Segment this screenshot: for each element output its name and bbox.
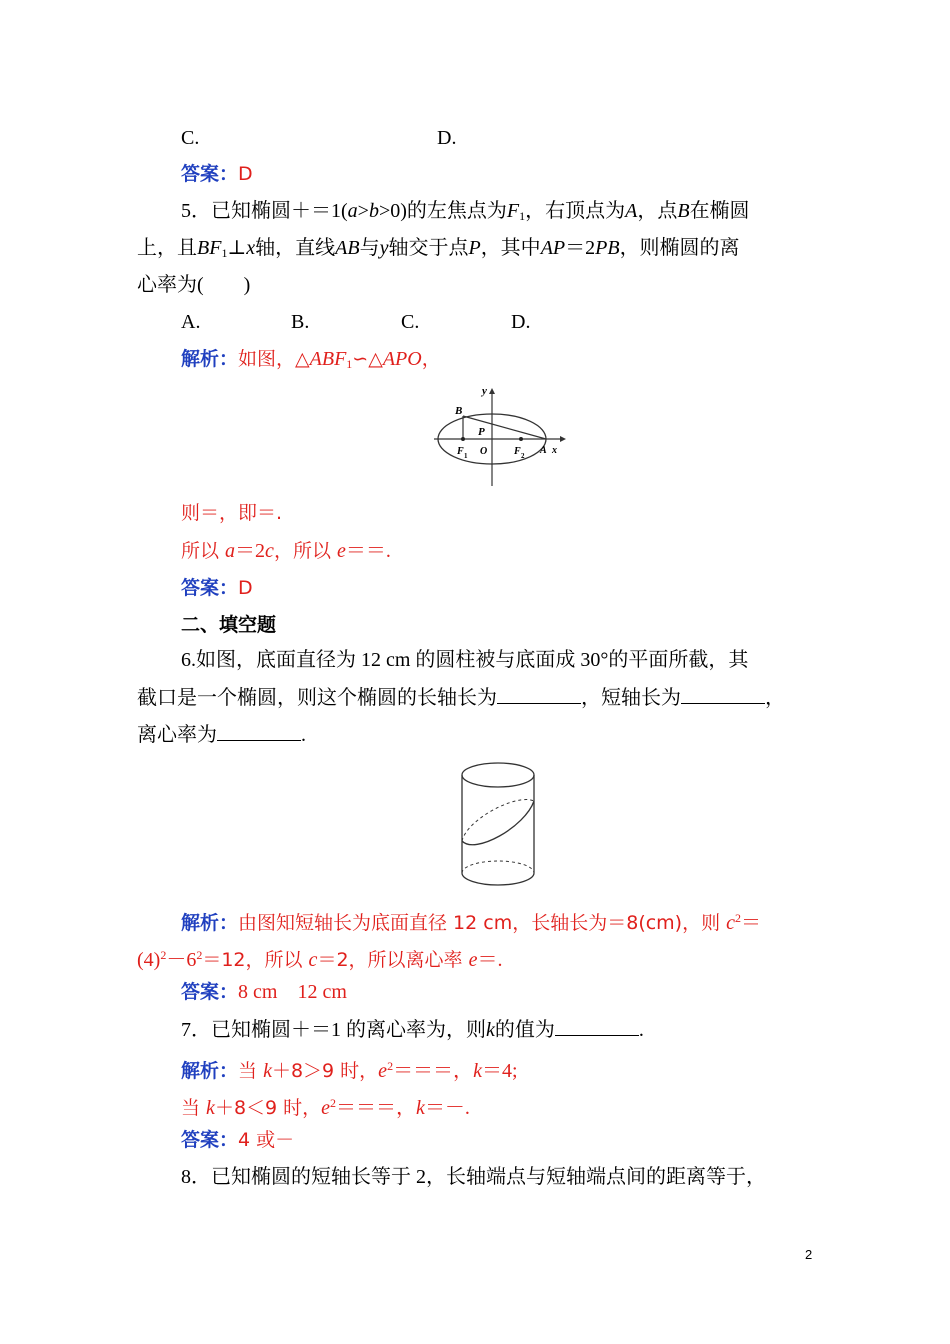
label-o: O (480, 446, 488, 457)
text: ＋8＞9 时， (271, 1060, 379, 1082)
var-apo: APO (382, 348, 422, 370)
q6-line3 (137, 720, 306, 749)
q5-line3: 心率为( ) (137, 274, 251, 296)
answer-label: 答案： (181, 981, 239, 1003)
text: 与 (359, 237, 380, 259)
var-y: y (379, 237, 389, 259)
var-b-point: B (677, 200, 690, 222)
q6-analysis-line1 (181, 904, 761, 937)
label-f1-sub: 1 (464, 452, 468, 460)
superscript: 2 (735, 911, 742, 925)
var-f: F (506, 200, 520, 222)
subscript: 1 (519, 209, 526, 223)
question-number: 7． (181, 1019, 211, 1041)
var-e: e (378, 1060, 388, 1082)
text: ，短轴长为 (581, 687, 681, 709)
q6-line2 (137, 683, 785, 712)
label-a: A (540, 445, 547, 456)
label-f2: F (514, 446, 521, 457)
var-c: c (726, 912, 736, 934)
var-a-point: A (625, 200, 638, 222)
text: 截口是一个椭圆，则这个椭圆的长轴长为 (137, 687, 497, 709)
answer-blank (555, 1015, 639, 1036)
var-ap: AP (540, 237, 566, 259)
var-e: e (336, 540, 346, 562)
label-x: x (552, 445, 557, 456)
text: ，则椭圆的离 (619, 237, 740, 259)
text: ＝2 (565, 237, 596, 259)
q5-option-a: A. (181, 311, 201, 333)
text: 已知椭圆＋＝1( (211, 200, 348, 222)
text: ， (765, 687, 785, 709)
text: 由图知短轴长为底面直径 12 cm，长轴长为＝8(cm)，则 (238, 912, 727, 934)
page-number: 2 (805, 1247, 813, 1262)
q5-option-d: D. (511, 311, 531, 333)
subscript: 1 (221, 246, 228, 260)
q7-question (181, 1015, 644, 1044)
text: . (638, 1019, 644, 1041)
text: 所以 (181, 540, 226, 562)
var-b: b (368, 200, 379, 222)
superscript: 2 (160, 948, 167, 962)
text: 轴，直线 (255, 237, 336, 259)
q5-so-line (181, 537, 391, 565)
var-ab: AB (335, 237, 360, 259)
var-c: c (265, 540, 274, 562)
text: ⊥ (227, 237, 247, 259)
text: ，所以 (273, 540, 337, 562)
var-p: P (468, 237, 481, 259)
section-title: 二、填空题 (181, 614, 277, 636)
text: ＋8＜9 时， (214, 1097, 322, 1119)
var-k: k (416, 1097, 425, 1119)
q8-question: 8．已知椭圆的短轴长等于 2，长轴端点与短轴端点间的距离等于， (181, 1166, 766, 1188)
q5-then-line: 则＝，即＝. (181, 502, 283, 524)
var-e: e (468, 949, 478, 971)
text: ， (421, 348, 441, 370)
label-f1: F (457, 446, 464, 457)
text: ＝＝. (345, 540, 391, 562)
text: ，点 (637, 200, 678, 222)
label-f2-sub: 2 (521, 452, 525, 460)
answer-value: D (238, 577, 253, 599)
text: －6 (166, 949, 197, 971)
label-p: P (478, 426, 485, 438)
q6-line1: 6.如图，底面直径为 12 cm 的圆柱被与底面成 30°的平面所截，其 (181, 649, 749, 671)
q7-analysis-line2 (181, 1089, 470, 1122)
var-k: k (206, 1097, 215, 1119)
q5-answer (181, 574, 253, 602)
var-a: a (347, 200, 358, 222)
subscript: 1 (346, 357, 353, 371)
text: > (357, 200, 369, 222)
answer-value: 4 或－ (238, 1129, 295, 1151)
superscript: 2 (387, 1059, 394, 1073)
text: ＝2，所以离心率 (317, 949, 469, 971)
text: ＝＝＝， (393, 1060, 474, 1082)
analysis-label: 解析： (181, 1060, 239, 1082)
label-b: B (455, 405, 463, 417)
text: ＝ (741, 912, 762, 934)
question-number: 5． (181, 200, 211, 222)
q5-line1 (181, 197, 750, 230)
text: 上，且 (137, 237, 197, 259)
text: ，右顶点为 (525, 200, 626, 222)
var-e: e (321, 1097, 331, 1119)
text: 离心率为 (137, 724, 217, 746)
answer-value: 8 cm 12 cm (238, 981, 347, 1003)
text: ＝－. (424, 1097, 470, 1119)
label-y: y (482, 385, 487, 397)
text: ＝＝＝， (336, 1097, 417, 1119)
superscript: 2 (196, 948, 203, 962)
text: ，其中 (480, 237, 541, 259)
cylinder-figure (455, 757, 545, 892)
answer-value: D (238, 163, 253, 185)
text: ＝12，所以 (202, 949, 309, 971)
q5-analysis (181, 345, 441, 378)
text: ＝. (477, 949, 503, 971)
text: 如图，△ (238, 348, 310, 370)
q5-option-b: B. (291, 311, 310, 333)
text: 轴交于点 (388, 237, 469, 259)
analysis-label: 解析： (181, 348, 239, 370)
analysis-label: 解析： (181, 912, 239, 934)
text: >0)的左焦点为 (378, 200, 507, 222)
answer-label: 答案： (181, 577, 239, 599)
q7-analysis-line1 (181, 1052, 518, 1085)
q7-answer (181, 1126, 294, 1154)
answer-label: 答案： (181, 163, 239, 185)
answer-blank (497, 683, 581, 704)
q6-analysis-line2 (137, 941, 502, 974)
text: . (301, 724, 306, 746)
text: 当 (181, 1097, 207, 1119)
text: ＝4; (481, 1060, 518, 1082)
var-c: c (308, 949, 318, 971)
var-k: k (486, 1019, 495, 1041)
text: 当 (238, 1060, 264, 1082)
var-abf: ABF (309, 348, 347, 370)
text: ∽△ (352, 348, 383, 370)
option-c: C. (181, 127, 200, 149)
text: 已知椭圆＋＝1 的离心率为，则 (211, 1019, 486, 1041)
text: 在椭圆 (689, 200, 750, 222)
var-bf: BF (197, 237, 222, 259)
var-pb: PB (595, 237, 620, 259)
var-x: x (246, 237, 256, 259)
answer-blank (681, 683, 765, 704)
answer-line (181, 160, 253, 188)
answer-blank (217, 720, 301, 741)
superscript: 2 (330, 1096, 337, 1110)
q6-answer (181, 978, 347, 1006)
var-a: a (225, 540, 236, 562)
option-d: D. (437, 127, 457, 149)
text: (4) (137, 949, 161, 971)
var-k: k (473, 1060, 482, 1082)
q5-option-c: C. (401, 311, 420, 333)
var-k: k (263, 1060, 272, 1082)
q5-line2 (137, 234, 740, 267)
answer-label: 答案： (181, 1129, 239, 1151)
text: 的值为 (494, 1019, 555, 1041)
ellipse-figure (430, 380, 570, 490)
text: ＝2 (235, 540, 266, 562)
